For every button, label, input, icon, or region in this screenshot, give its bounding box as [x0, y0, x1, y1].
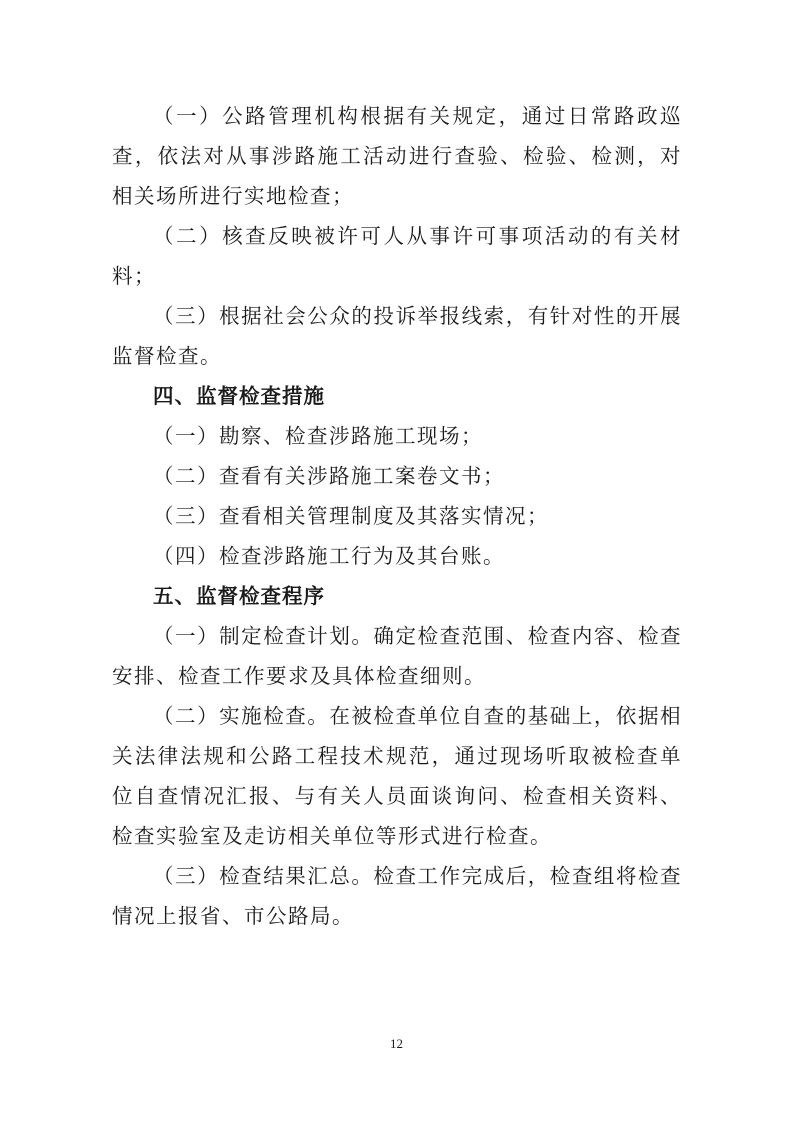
document-body — [112, 96, 682, 936]
paragraph-procedure-implement: （二）实施检查。在被检查单位自查的基础上，依据相关法律法规和公路工程技术规范，通过现场听取被检查单位自查情况汇报、与有关人员面谈询问、检查相关资料、检查实验室及走访相关单位等形式进行检查。 — [112, 704, 682, 848]
list-item-measure-3: （三）查看相关管理制度及其落实情况； — [153, 504, 549, 528]
paragraph-procedure-plan: （一）制定检查计划。确定检查范围、检查内容、检查安排、检查工作要求及具体检查细则。 — [112, 624, 682, 688]
list-item-measure-1: （一）勘察、检查涉路施工现场； — [153, 424, 483, 448]
page-number: 12 — [390, 1036, 403, 1051]
paragraph-procedure-summary: （三）检查结果汇总。检查工作完成后，检查组将检查情况上报省、市公路局。 — [112, 864, 682, 928]
paragraph-daily-inspection: （一）公路管理机构根据有关规定，通过日常路政巡查，依法对从事涉路施工活动进行查验、检验、检测，对相关场所进行实地检查； — [112, 104, 682, 208]
section-heading-measures: 四、监督检查措施 — [153, 384, 325, 408]
paragraph-verify-materials: （二）核查反映被许可人从事许可事项活动的有关材料； — [112, 224, 682, 288]
list-item-measure-2: （二）查看有关涉路施工案卷文书； — [153, 464, 505, 488]
section-heading-procedure: 五、监督检查程序 — [153, 584, 325, 608]
list-item-measure-4: （四）检查涉路施工行为及其台账。 — [153, 544, 505, 568]
paragraph-public-complaints: （三）根据社会公众的投诉举报线索，有针对性的开展监督检查。 — [112, 304, 682, 368]
